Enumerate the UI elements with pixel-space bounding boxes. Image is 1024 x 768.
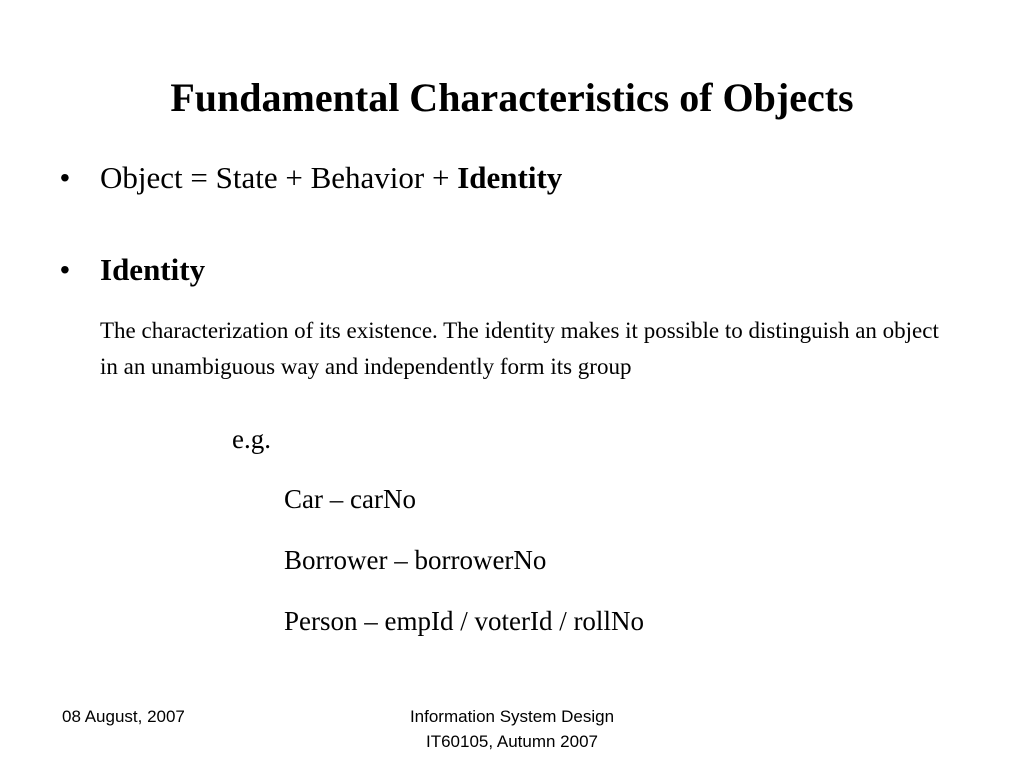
example-item: Car – carNo [284,484,416,514]
example-label: e.g. [232,424,271,454]
example-item: Person – empId / voterId / rollNo [284,606,644,636]
bullet-text-plain: Object = State + Behavior + [100,160,458,195]
footer-course-line2: IT60105, Autumn 2007 [425,732,599,751]
bullet-marker: • [60,162,70,193]
bullet-identity-heading [0,250,1024,290]
footer-date: 08 August, 2007 [62,707,185,726]
footer-course-line1: Information System Design [409,707,615,726]
slide-title: Fundamental Characteristics of Objects [170,75,854,120]
identity-definition: The characterization of its existence. The identity makes it possible to distinguish an object in an unambiguous way and independently form its group [100,318,939,379]
bullet-text-bold: Identity [457,160,563,195]
bullet-marker: • [60,254,70,285]
example-item: Borrower – borrowerNo [284,545,547,575]
bullet-text-bold: Identity [100,252,206,287]
bullet-text [100,158,562,198]
bullet-object-definition [0,158,1024,198]
